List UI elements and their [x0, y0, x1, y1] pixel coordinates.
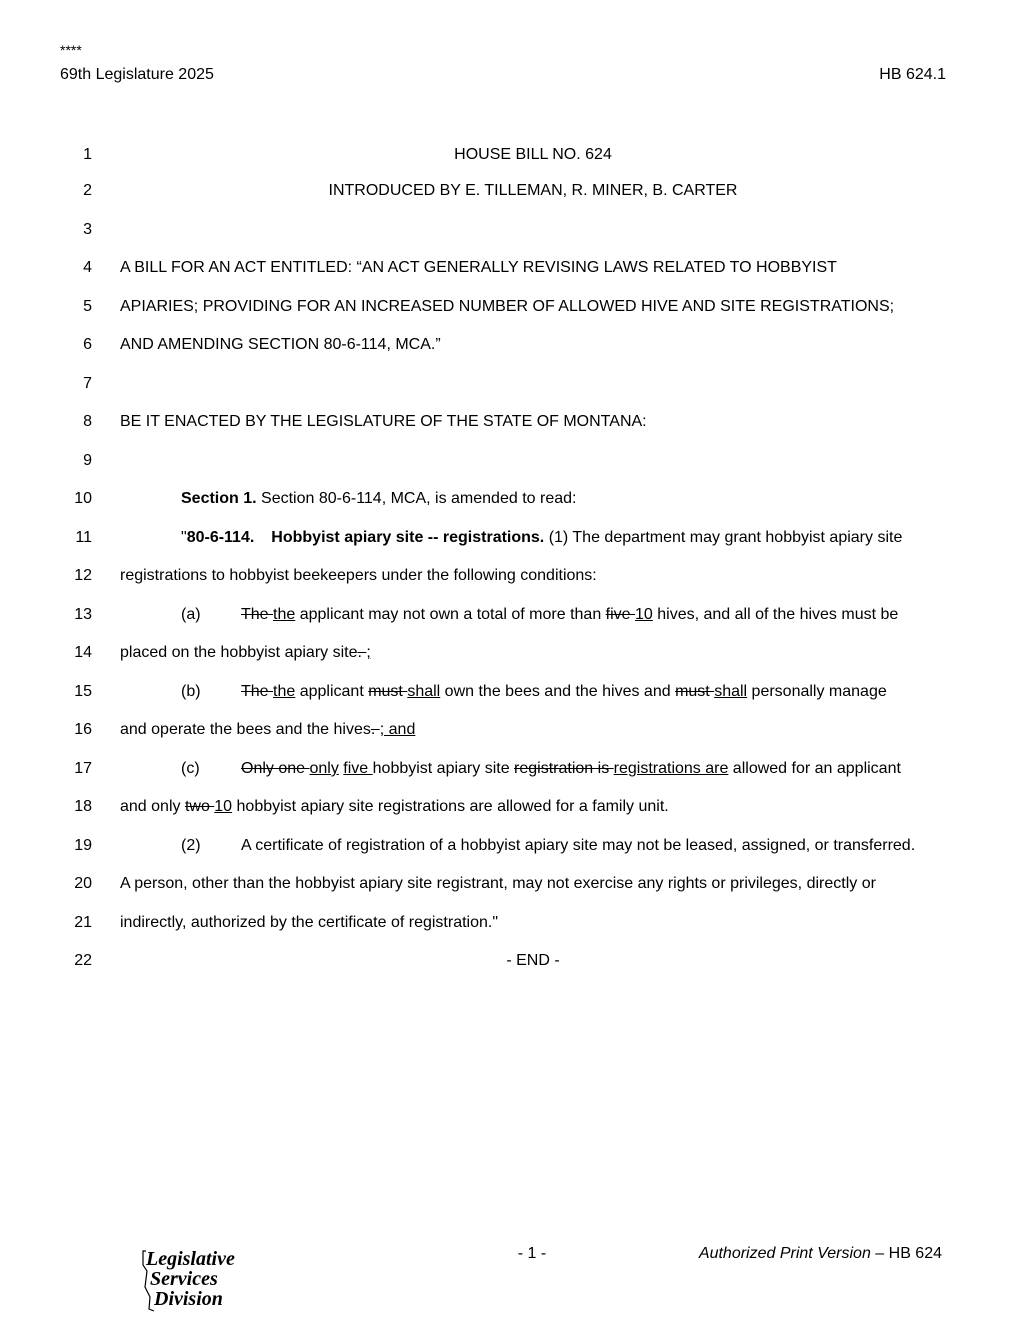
inserted-text: shall: [714, 683, 748, 700]
line-number: 19: [74, 837, 92, 854]
plain-text: personally manage: [747, 683, 887, 700]
line-number: 11: [75, 529, 92, 546]
plain-text: allowed for an applicant: [728, 760, 901, 777]
plain-text: and only: [120, 798, 185, 815]
code-number: 80-6-114.: [186, 529, 255, 546]
line-number: 20: [74, 875, 92, 892]
line-number: 6: [83, 336, 92, 353]
logo-line: Services: [150, 1268, 218, 1290]
inserted-text: 10: [214, 798, 233, 815]
line-number: 18: [74, 798, 92, 815]
line-number: 8: [83, 413, 92, 430]
auth-bill-id: – HB 624: [870, 1245, 942, 1262]
line-number: 10: [74, 490, 92, 507]
inserted-text: only: [309, 760, 339, 777]
line-number: 21: [74, 914, 92, 931]
stricken-text: must: [368, 683, 408, 700]
auth-label: Authorized Print Version: [698, 1245, 871, 1262]
line-number: 2: [83, 182, 92, 199]
line-number: 17: [74, 760, 92, 777]
stricken-text: .: [370, 721, 380, 738]
line-number: 13: [74, 606, 92, 623]
plain-text: hobbyist apiary site registrations are allowed for a family unit.: [232, 798, 669, 815]
subsection-c-continued: [120, 798, 669, 816]
stricken-text: The: [241, 683, 274, 700]
stricken-text: The: [241, 606, 274, 623]
line-number: 1: [83, 146, 92, 163]
quote-mark: ": [181, 529, 187, 546]
stricken-text: two: [184, 798, 215, 815]
bill-version-id: HB 624.1: [879, 66, 946, 83]
subsection-c-text: [241, 760, 901, 778]
line-number: 5: [83, 298, 92, 315]
stricken-text: .: [357, 644, 367, 661]
logo-line: Legislative: [146, 1248, 235, 1270]
plain-text: applicant: [295, 683, 369, 700]
line-number: 22: [74, 952, 92, 969]
subsection-2-continued: indirectly, authorized by the certificate of registration.": [120, 914, 499, 931]
code-title: Hobbyist apiary site -- registrations.: [271, 529, 545, 546]
inserted-text: ;: [366, 644, 371, 661]
inserted-text: the: [273, 606, 296, 623]
subsection-label: (c): [181, 760, 200, 777]
enacting-clause: BE IT ENACTED BY THE LEGISLATURE OF THE STATE OF MONTANA:: [120, 413, 647, 430]
plain-text: hobbyist apiary site: [372, 760, 515, 777]
section-heading: [181, 490, 576, 508]
inserted-text: shall: [407, 683, 441, 700]
inserted-text: 10: [635, 606, 653, 623]
section-heading-text: Section 80-6-114, MCA, is amended to read:: [256, 490, 577, 507]
plain-text: hives, and all of the hives must be: [652, 606, 899, 623]
inserted-text: registrations are: [613, 760, 729, 777]
header-stars: ****: [60, 42, 82, 58]
inserted-text: the: [273, 683, 296, 700]
subsection-label: (b): [181, 683, 201, 700]
legislature-session: 69th Legislature 2025: [60, 66, 214, 83]
code-text-line: registrations to hobbyist beekeepers under the following conditions:: [120, 567, 597, 584]
code-section-line: [181, 529, 902, 547]
subsection-a-continued: [120, 644, 371, 662]
section-number: Section 1.: [181, 490, 257, 507]
act-title-line: A BILL FOR AN ACT ENTITLED: “AN ACT GENERALLY REVISING LAWS RELATED TO HOBBYIST: [120, 259, 837, 276]
page-number: - 1 -: [517, 1245, 547, 1262]
subsection-b-text: [241, 683, 887, 701]
end-marker: - END -: [506, 952, 560, 969]
act-title-line: AND AMENDING SECTION 80-6-114, MCA.”: [120, 336, 441, 353]
line-number: 9: [83, 452, 92, 469]
subsection-label: (2): [181, 837, 201, 854]
stricken-text: registration is: [514, 760, 614, 777]
authorized-print-version: [699, 1245, 942, 1263]
plain-text: placed on the hobbyist apiary site: [120, 644, 358, 661]
stricken-text: Only one: [241, 760, 310, 777]
code-text: (1) The department may grant hobbyist apiary site: [544, 529, 903, 546]
inserted-text: ; and: [379, 721, 416, 738]
stricken-text: five: [605, 606, 636, 623]
subsection-2-text: A certificate of registration of a hobbyist apiary site may not be leased, assigned, or transferred.: [241, 837, 916, 854]
legislative-services-logo: [138, 1247, 248, 1313]
logo-line: Division: [154, 1288, 223, 1310]
plain-text: applicant may not own a total of more than: [295, 606, 606, 623]
introduced-by: INTRODUCED BY E. TILLEMAN, R. MINER, B. CARTER: [328, 182, 738, 199]
bill-number-title: HOUSE BILL NO. 624: [454, 146, 612, 163]
line-number: 14: [74, 644, 92, 661]
plain-text: and operate the bees and the hives: [120, 721, 371, 738]
inserted-text: five: [343, 760, 373, 777]
line-number: 12: [74, 567, 92, 584]
act-title-line: APIARIES; PROVIDING FOR AN INCREASED NUMBER OF ALLOWED HIVE AND SITE REGISTRATIONS;: [120, 298, 895, 315]
line-number: 4: [83, 259, 92, 276]
line-number: 16: [74, 721, 92, 738]
plain-text: own the bees and the hives and: [440, 683, 676, 700]
line-number: 7: [83, 375, 92, 392]
subsection-b-continued: [120, 721, 415, 739]
stricken-text: must: [675, 683, 715, 700]
line-number: 15: [74, 683, 92, 700]
line-number: 3: [83, 221, 92, 238]
subsection-label: (a): [181, 606, 201, 623]
subsection-2-continued: A person, other than the hobbyist apiary site registrant, may not exercise any rights or privileges, directly or: [120, 875, 876, 892]
subsection-a-text: [241, 606, 898, 624]
